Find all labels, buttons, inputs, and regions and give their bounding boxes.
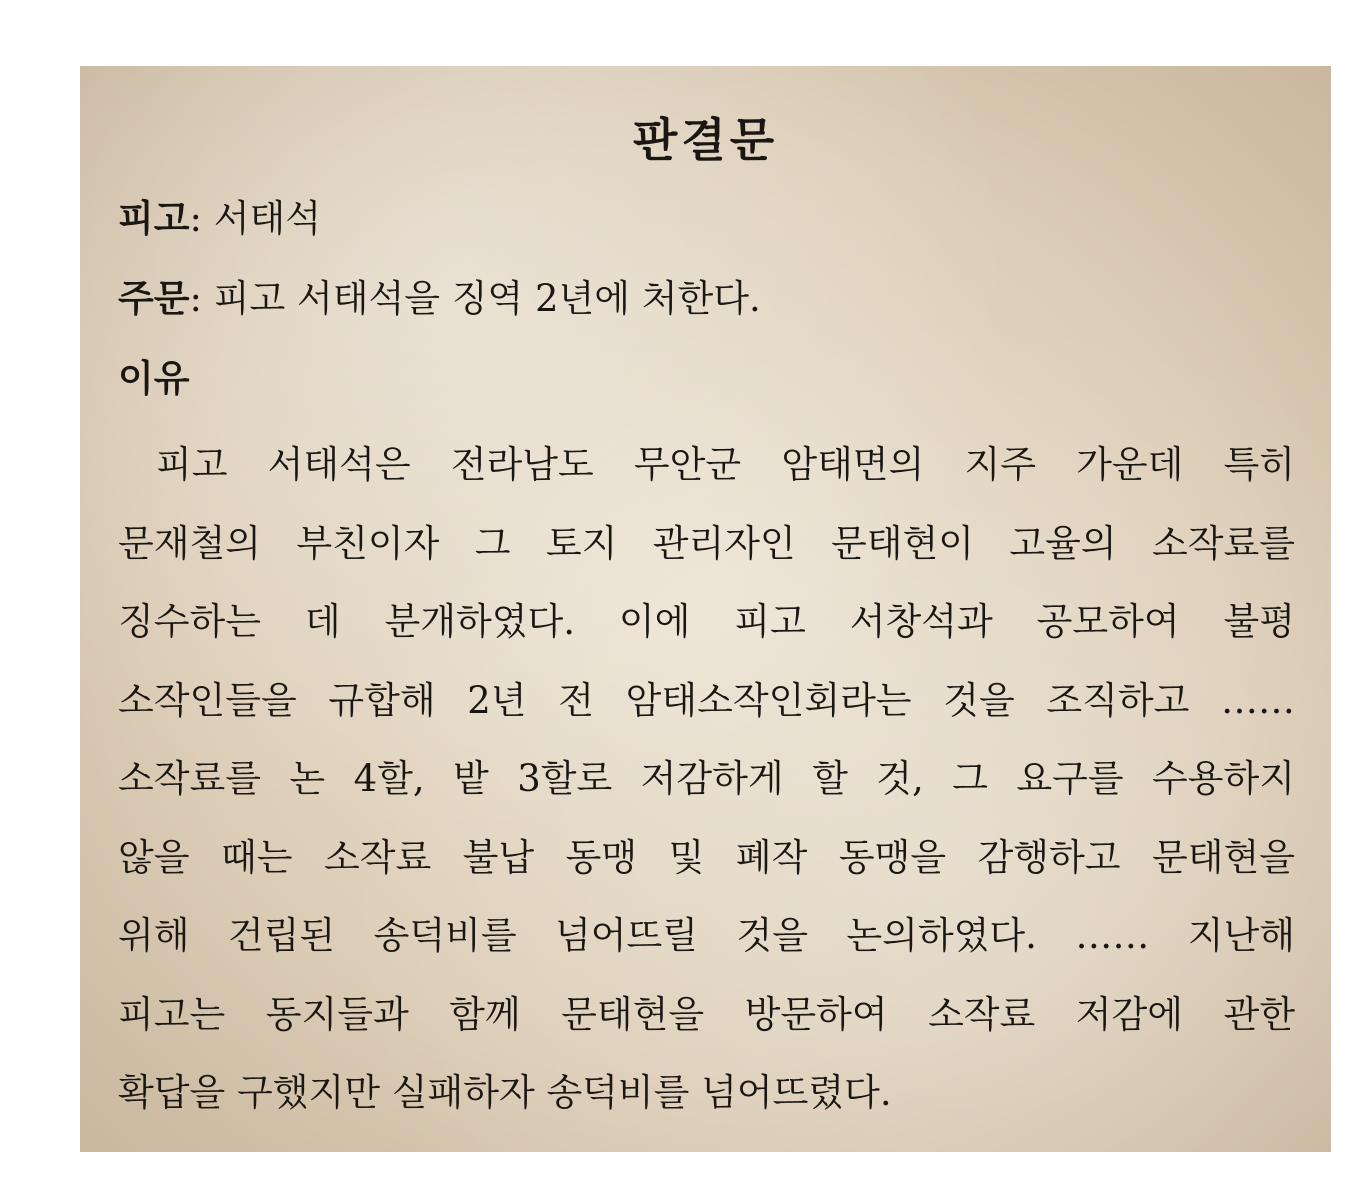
reason-body <box>118 426 1295 1133</box>
reason-line: 피고는 동지들과 함께 문태현을 방문하여 소작료 저감에 관한 <box>118 992 1295 1036</box>
document-title: 판결문 <box>632 113 779 167</box>
reason-line: 확답을 구했지만 실패하자 송덕비를 넘어뜨렸다. <box>118 1071 892 1114</box>
defendant-value: 서태석 <box>213 197 321 240</box>
defendant-label: 피고 <box>118 196 190 240</box>
reason-heading: 이유 <box>118 356 190 400</box>
order-value: 피고 서태석을 징역 2년에 처한다. <box>213 277 761 320</box>
reason-line: 소작료를 논 4할, 밭 3할로 저감하게 할 것, 그 요구를 수용하지 <box>118 757 1295 800</box>
order-row <box>118 274 761 323</box>
reason-line: 않을 때는 소작료 불납 동맹 및 폐작 동맹을 감행하고 문태현을 <box>118 835 1295 879</box>
reason-line: 소작인들을 규합해 2년 전 암태소작인회라는 것을 조직하고 …… <box>118 678 1295 722</box>
order-colon: : <box>189 277 202 320</box>
reason-line: 위해 건립된 송덕비를 넘어뜨릴 것을 논의하였다. …… 지난해 <box>118 914 1295 957</box>
reason-line: 문재철의 부친이자 그 토지 관리자인 문태현이 고율의 소작료를 <box>118 521 1295 565</box>
reason-line: 징수하는 데 분개하였다. 이에 피고 서창석과 공모하여 불평 <box>118 600 1295 643</box>
defendant-colon: : <box>189 197 202 240</box>
order-label: 주문 <box>118 276 190 320</box>
reason-line: 피고 서태석은 전라남도 무안군 암태면의 지주 가운데 특히 <box>156 443 1295 486</box>
defendant-row <box>118 194 321 243</box>
verdict-document <box>80 66 1331 1152</box>
